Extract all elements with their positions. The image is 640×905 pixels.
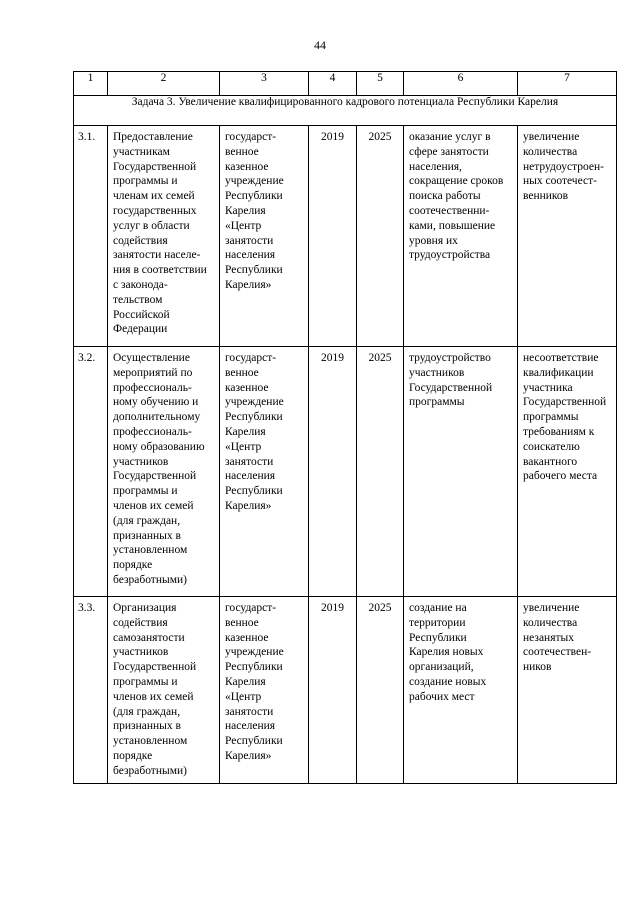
executor-cell: государст- венное казенное учреждение Республики Карелия «Центр занятости населения Республики Карелия» [225,131,284,291]
indicator-cell: увеличение количества незанятых соотечествен- ников [523,602,592,674]
column-header: 6 [404,72,518,96]
row-number: 3.1. [78,131,96,143]
column-header: 4 [309,72,357,96]
page-number: 44 [314,38,326,52]
row-number: 3.3. [78,602,96,614]
indicator-cell: несоответствие квалификации участника Государственной программы требованиям к соискателю вакантного рабочего места [523,352,607,483]
measure-cell: Осуществление мероприятий по профессиональ- ному обучению и дополнительному профессиональ- ному образованию участников Государственной программы и членов их семей (для граждан, признанных в установленном порядке безработными) [113,352,205,586]
column-number-row [74,72,617,96]
result-cell: создание на территории Республики Карелия новых организаций, создание новых рабочих мест [409,602,487,703]
start-year-cell: 2019 [321,131,344,143]
result-cell: оказание услуг в сфере занятости населения, сокращение сроков поиска работы соотечественни- ками, повышение уровня их трудоустройства [409,131,504,262]
program-table [73,71,617,784]
row-number: 3.2. [78,352,96,364]
task-row [74,96,617,126]
start-year-cell: 2019 [321,602,344,614]
result-cell: трудоустройство участников Государственной программы [409,352,493,409]
end-year-cell: 2025 [368,352,392,364]
column-header: 1 [74,72,108,96]
table-row [74,597,617,784]
measure-cell: Предоставление участникам Государственной программы и членам их семей государственных услуг в области содействия занятости населе- ния в соответствии с законода- тельством Российской Федерации [113,131,207,336]
column-header: 7 [518,72,617,96]
table-row [74,126,617,347]
executor-cell: государст- венное казенное учреждение Республики Карелия «Центр занятости населения Республики Карелия» [225,352,284,512]
end-year-cell: 2025 [368,131,392,143]
measure-cell: Организация содействия самозанятости участников Государственной программы и членов их семей (для граждан, признанных в установленном порядке безработными) [113,602,197,777]
start-year-cell: 2019 [321,352,344,364]
column-header: 2 [108,72,220,96]
table-row [74,347,617,597]
indicator-cell: увеличение количества нетрудоустроен- ных соотечест- венников [523,131,604,203]
executor-cell: государст- венное казенное учреждение Республики Карелия «Центр занятости населения Республики Карелия» [225,602,284,762]
column-header: 5 [357,72,404,96]
end-year-cell: 2025 [368,602,392,614]
task-title: Задача 3. Увеличение квалифицированного кадрового потенциала Республики Карелия [74,96,617,126]
column-header: 3 [220,72,309,96]
